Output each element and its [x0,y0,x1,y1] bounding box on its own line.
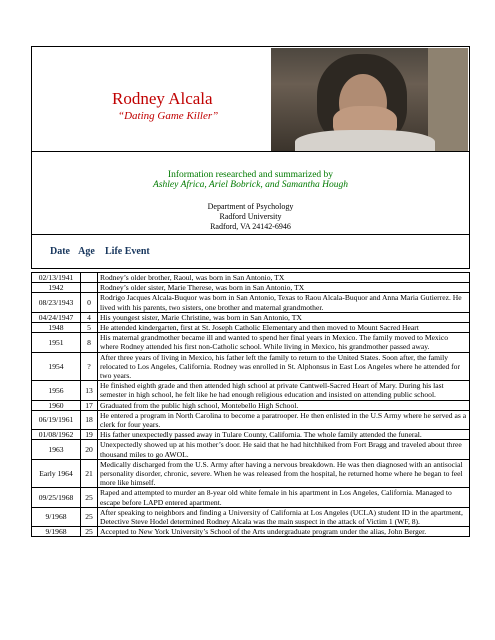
age-column-header: Age [78,246,95,257]
date-column-header: Date [50,246,70,257]
table-row [32,459,470,488]
table-row [32,273,470,283]
age-cell: 0 [81,293,98,312]
age-cell: 8 [81,333,98,352]
age-cell: 17 [81,400,98,410]
table-row [32,283,470,293]
table-row [32,381,470,400]
event-cell: Raped and attempted to murder an 8-year old white female in his apartment in Los Angeles, California. Managed to escape before LAPD entered apartment. [98,488,470,507]
event-cell: He attended kindergarten, first at St. Joseph Catholic Elementary and then moved to Mount Sacred Heart [98,323,470,333]
table-row [32,410,470,429]
event-cell: Accepted to New York University’s School of the Arts undergraduate program under the alias, John Berger. [98,527,470,537]
event-cell: He entered a program in North Carolina to become a paratrooper. He then enlisted in the U.S Army where he served as a clerk for four years. [98,410,470,429]
event-cell: Graduated from the public high school, Montebello High School. [98,400,470,410]
photo-background [428,48,468,151]
column-header-row [31,235,470,269]
table-row [32,488,470,507]
table-row [32,440,470,459]
document-page [31,46,470,537]
date-cell: 06/19/1961 [32,410,81,429]
date-cell: 08/23/1943 [32,293,81,312]
timeline-table [31,272,470,537]
event-cell: After three years of living in Mexico, his father left the family to return to the United States. Soon after, the family relocated to Los Angeles, California. Rodney was enrolled in St. Alphonsus in East Los Angeles where he attended for two years. [98,352,470,381]
age-cell: 25 [81,527,98,537]
event-cell: Medically discharged from the U.S. Army after having a nervous breakdown. He was then diagnosed with an antisocial personality disorder, chronic, severe. When he was released from the hospital, he returned home where he began to feel more like himself. [98,459,470,488]
credits-section [31,152,470,235]
university-name: Radford University [219,212,282,221]
date-cell: 1942 [32,283,81,293]
age-cell: 18 [81,410,98,429]
age-cell: 25 [81,507,98,526]
date-cell: 1960 [32,400,81,410]
subject-name: Rodney Alcala [112,89,213,108]
age-cell: 25 [81,488,98,507]
table-row [32,527,470,537]
subject-nickname: “Dating Game Killer” [118,110,219,122]
city-line: Radford, VA 24142-6946 [210,222,291,231]
age-cell: 19 [81,430,98,440]
event-cell: Rodrigo Jacques Alcala-Buquor was born in San Antonio, Texas to Raou Alcala-Buquor and Anna Maria Gutierrez. He lived with his parents, two sisters, one brother and maternal grandmother. [98,293,470,312]
date-cell: 1963 [32,440,81,459]
event-column-header: Life Event [105,246,150,257]
event-cell: He finished eighth grade and then attended high school at private Cantwell-Sacred Heart of Mary. During his last semester in high school, he felt like he had enough religious education and insisted on attending public school. [98,381,470,400]
date-cell: 1948 [32,323,81,333]
age-cell: 4 [81,312,98,322]
date-cell: 02/13/1941 [32,273,81,283]
age-cell: ? [81,352,98,381]
age-cell: 5 [81,323,98,333]
department-address [32,202,469,232]
date-cell: 9/1968 [32,527,81,537]
subject-photo [271,48,468,151]
age-cell: 13 [81,381,98,400]
event-cell: After speaking to neighbors and finding a University of California at Los Angeles (UCLA) student ID in the apartment, Detective Steve Hodel determined Rodney Alcala was the main suspect in the attack of Victim 1 (WF, 8). [98,507,470,526]
table-row [32,333,470,352]
event-cell: Rodney’s older brother, Raoul, was born in San Antonio, TX [98,273,470,283]
date-cell: 1954 [32,352,81,381]
table-row [32,507,470,526]
table-row [32,352,470,381]
age-cell [81,273,98,283]
date-cell: 04/24/1947 [32,312,81,322]
table-row [32,323,470,333]
event-cell: His father unexpectedly passed away in Tulare County, California. The whole family attended the funeral. [98,430,470,440]
age-cell: 21 [81,459,98,488]
event-cell: Unexpectedly showed up at his mother’s door. He said that he had hitchhiked from Fort Bragg and traveled about three thousand miles to go AWOL. [98,440,470,459]
date-cell: 1956 [32,381,81,400]
photo-shirt [295,130,435,151]
researched-line: Information researched and summarized by [167,170,334,180]
age-cell: 20 [81,440,98,459]
date-cell: Early 1964 [32,459,81,488]
age-cell [81,283,98,293]
date-cell: 1951 [32,333,81,352]
authors-line: Ashley Africa, Ariel Bobrick, and Samantha Hough [153,180,348,190]
date-cell: 9/1968 [32,507,81,526]
event-cell: His maternal grandmother became ill and wanted to spend her final years in Mexico. The family moved to Mexico where Rodney attended his first non-Catholic school. While living in Mexico, his grandmother passed away. [98,333,470,352]
department-name: Department of Psychology [207,202,294,211]
title-section [31,46,470,152]
event-cell: Rodney’s older sister, Marie Therese, was born in San Antonio, TX [98,283,470,293]
table-row [32,293,470,312]
date-cell: 01/08/1962 [32,430,81,440]
table-row [32,400,470,410]
table-row [32,430,470,440]
event-cell: His youngest sister, Marie Christine, was born in San Antonio, TX [98,312,470,322]
date-cell: 09/25/1968 [32,488,81,507]
table-row [32,312,470,322]
